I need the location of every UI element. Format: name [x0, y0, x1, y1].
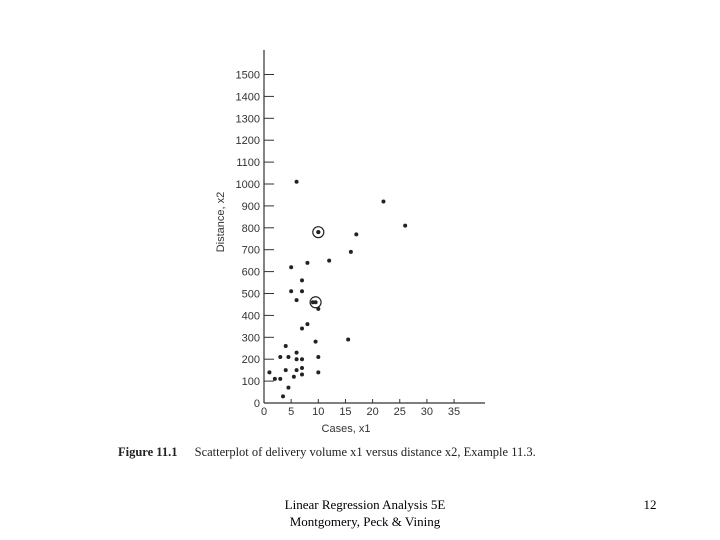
data-point: [281, 394, 285, 398]
chart-ticks: [236, 70, 461, 419]
x-axis-label: Cases, x1: [321, 423, 371, 435]
data-point: [305, 322, 309, 326]
figure-caption: [118, 445, 638, 460]
figure-label: Figure 11.1: [118, 445, 178, 459]
data-point: [300, 366, 304, 370]
data-point: [305, 261, 309, 265]
y-tick-label: 400: [241, 310, 260, 323]
x-tick-label: 35: [447, 406, 461, 418]
data-point: [354, 232, 358, 236]
data-point: [289, 265, 293, 269]
x-tick-label: 25: [393, 406, 406, 418]
footer-line-2: Montgomery, Peck & Vining: [289, 514, 441, 529]
data-point: [314, 340, 318, 344]
y-tick-label: 1100: [236, 157, 260, 170]
x-tick-label: 0: [260, 406, 268, 418]
data-point: [300, 373, 304, 377]
data-point: [316, 355, 320, 359]
data-point: [278, 355, 282, 359]
data-point: [267, 370, 271, 374]
y-tick-label: 900: [241, 200, 260, 213]
data-point: [381, 200, 385, 204]
data-point: [295, 357, 299, 361]
data-point: [295, 180, 299, 184]
data-point: [403, 224, 407, 228]
data-point: [300, 289, 304, 293]
y-tick-label: 1000: [235, 179, 260, 191]
data-point: [316, 370, 320, 374]
y-tick-label: 1300: [235, 113, 260, 126]
data-point: [300, 327, 304, 331]
x-tick-label: 15: [339, 406, 352, 418]
y-tick-label: 1200: [235, 135, 260, 148]
data-point: [292, 375, 296, 379]
data-point: [284, 344, 288, 348]
figure-caption-text: Scatterplot of delivery volume x1 versus distance x2, Example 11.3.: [194, 445, 536, 459]
data-point: [289, 289, 293, 293]
data-point: [286, 355, 290, 359]
x-tick-label: 10: [312, 406, 325, 418]
y-tick-label: 700: [241, 244, 260, 257]
data-point: [295, 298, 299, 302]
y-axis-label: Distance, x2: [215, 191, 227, 253]
data-point: [284, 368, 288, 372]
y-tick-label: 1400: [235, 91, 260, 104]
data-point: [349, 250, 353, 254]
chart-axis-labels: [215, 192, 370, 435]
x-tick-label: 5: [288, 406, 295, 418]
y-tick-label: 200: [241, 354, 260, 367]
data-point: [300, 278, 304, 282]
data-point: [295, 368, 299, 372]
x-tick-label: 30: [420, 406, 434, 418]
data-point: [286, 386, 290, 390]
y-tick-label: 1500: [235, 69, 260, 82]
page-number: 12: [643, 497, 657, 512]
y-tick-label: 500: [241, 288, 260, 301]
y-tick-label: 300: [241, 332, 260, 345]
data-point: [278, 377, 282, 381]
chart-points: [267, 180, 407, 399]
y-tick-label: 0: [253, 398, 260, 410]
chart-axes: [264, 50, 485, 403]
footer-line-1: Linear Regression Analysis 5E: [284, 497, 446, 512]
highlighted-point: [316, 230, 320, 234]
data-point: [300, 357, 304, 361]
y-tick-label: 600: [241, 266, 260, 279]
data-point: [327, 259, 331, 263]
data-point: [273, 377, 277, 381]
y-tick-label: 100: [241, 376, 260, 389]
x-tick-label: 20: [366, 406, 379, 418]
y-tick-label: 800: [241, 222, 260, 235]
data-point: [346, 337, 350, 341]
data-point: [295, 351, 299, 355]
footer-citation: [240, 496, 490, 530]
highlighted-point: [314, 300, 318, 304]
